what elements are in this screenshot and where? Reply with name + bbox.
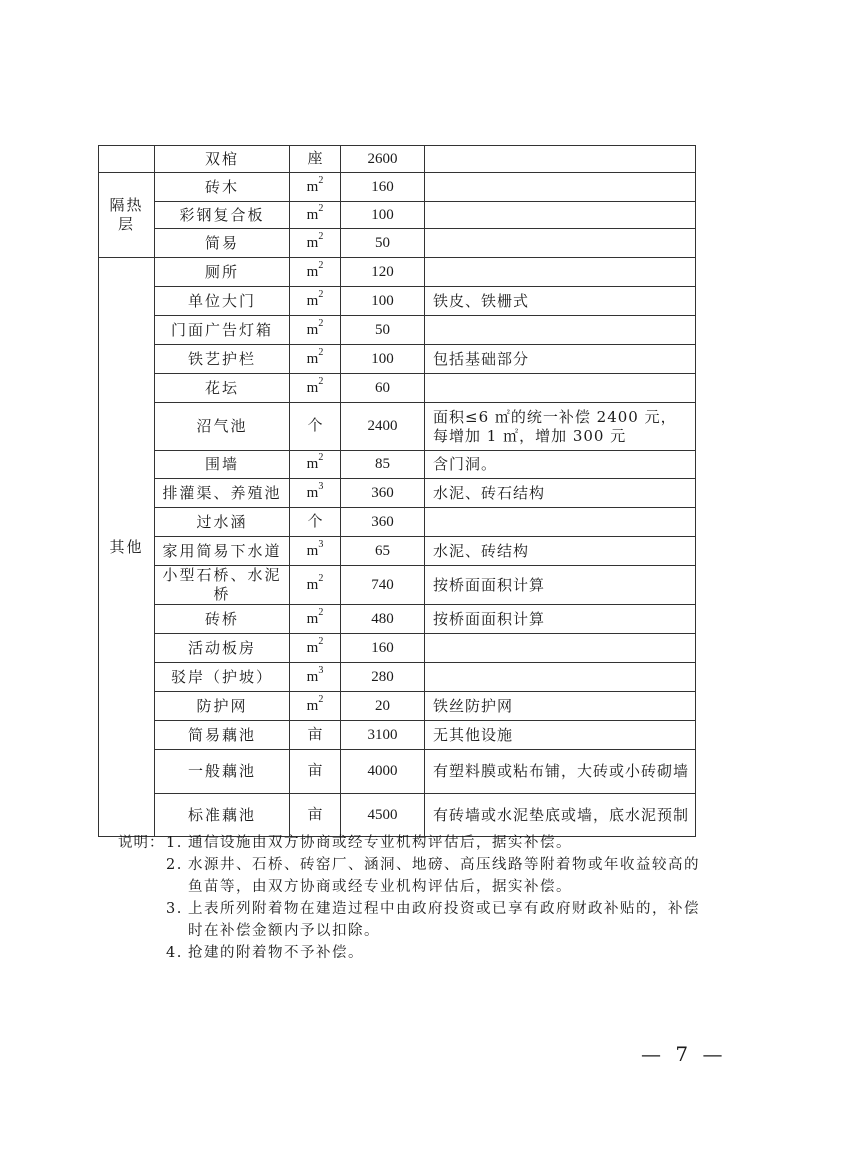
unit-text: 个 <box>307 418 323 434</box>
unit-text: m <box>306 379 319 396</box>
note-text: 上表所列附着物在建造过程中由政府投资或已享有政府财政补贴的，补偿 <box>188 901 700 917</box>
unit-text: 亩 <box>307 763 323 779</box>
unit-text: m <box>306 350 319 367</box>
unit-cell <box>290 663 341 692</box>
unit-text: m <box>306 542 319 559</box>
table-row <box>99 794 696 837</box>
table-row <box>99 316 696 345</box>
remark-cell <box>425 258 696 287</box>
table-row <box>99 403 696 451</box>
table-row <box>99 634 696 663</box>
item-name-cell: 小型石桥、水泥桥 <box>155 566 290 605</box>
unit-cell <box>290 173 341 202</box>
table-row <box>99 451 696 479</box>
remark-cell: 有砖墙或水泥垫底或墙，底水泥预制 <box>425 794 696 837</box>
remark-cell: 水泥、砖石结构 <box>425 479 696 508</box>
unit-exponent: 3 <box>318 480 324 492</box>
remark-cell: 铁皮、铁栅式 <box>425 287 696 316</box>
unit-exponent: 2 <box>318 259 324 271</box>
remark-cell: 含门洞。 <box>425 451 696 479</box>
unit-text: m <box>306 576 319 593</box>
price-cell: 65 <box>341 537 425 566</box>
unit-cell <box>290 566 341 605</box>
unit-cell <box>290 605 341 634</box>
unit-exponent: 2 <box>318 375 324 387</box>
remark-cell <box>425 316 696 345</box>
item-name-cell: 砖木 <box>155 173 290 202</box>
table-row <box>99 663 696 692</box>
price-cell: 480 <box>341 605 425 634</box>
item-name-cell: 门面广告灯箱 <box>155 316 290 345</box>
note-number: 3. <box>166 901 183 917</box>
category-cell <box>99 146 155 173</box>
remark-cell <box>425 173 696 202</box>
remark-cell: 按桥面面积计算 <box>425 605 696 634</box>
unit-text: m <box>306 178 319 195</box>
note-item <box>166 854 726 898</box>
unit-text: m <box>306 697 319 714</box>
unit-text: m <box>306 206 319 223</box>
compensation-table-body <box>99 146 696 837</box>
table-row <box>99 721 696 750</box>
table-row <box>99 146 696 173</box>
price-cell: 100 <box>341 287 425 316</box>
price-cell: 100 <box>341 202 425 229</box>
unit-text: m <box>306 484 319 501</box>
item-name-cell: 彩钢复合板 <box>155 202 290 229</box>
unit-exponent: 2 <box>318 288 324 300</box>
price-cell: 4000 <box>341 750 425 794</box>
unit-cell <box>290 345 341 374</box>
table-row <box>99 605 696 634</box>
remark-cell: 铁丝防护网 <box>425 692 696 721</box>
unit-cell <box>290 508 341 537</box>
compensation-table <box>98 145 696 837</box>
unit-cell <box>290 316 341 345</box>
price-cell: 120 <box>341 258 425 287</box>
price-cell: 360 <box>341 508 425 537</box>
unit-text: 亩 <box>307 806 323 823</box>
price-cell: 50 <box>341 229 425 258</box>
table-row <box>99 479 696 508</box>
item-name-cell: 围墙 <box>155 451 290 479</box>
unit-text: m <box>306 610 319 627</box>
remark-cell <box>425 202 696 229</box>
remark-cell <box>425 146 696 173</box>
unit-cell <box>290 287 341 316</box>
price-cell: 4500 <box>341 794 425 837</box>
price-cell: 60 <box>341 374 425 403</box>
price-cell: 160 <box>341 634 425 663</box>
item-name-cell: 简易 <box>155 229 290 258</box>
unit-exponent: 2 <box>318 317 324 329</box>
price-cell: 3100 <box>341 721 425 750</box>
price-cell: 50 <box>341 316 425 345</box>
remark-cell: 无其他设施 <box>425 721 696 750</box>
unit-cell <box>290 692 341 721</box>
unit-text: m <box>306 234 319 251</box>
note-text: 水源井、石桥、砖窑厂、涵洞、地磅、高压线路等附着物或年收益较高的 <box>188 857 700 873</box>
item-name-cell: 砖桥 <box>155 605 290 634</box>
unit-exponent: 2 <box>318 606 324 618</box>
remark-cell: 包括基础部分 <box>425 345 696 374</box>
table-row <box>99 345 696 374</box>
price-cell: 360 <box>341 479 425 508</box>
unit-cell <box>290 750 341 794</box>
unit-exponent: 2 <box>318 635 324 647</box>
unit-exponent: 3 <box>318 538 324 550</box>
unit-cell <box>290 202 341 229</box>
price-cell: 20 <box>341 692 425 721</box>
notes-label: 说明： <box>118 835 165 851</box>
note-text: 抢建的附着物不予补偿。 <box>188 945 364 961</box>
unit-text: 个 <box>307 513 323 530</box>
price-cell: 280 <box>341 663 425 692</box>
item-name-cell: 沼气池 <box>155 403 290 451</box>
unit-text: m <box>306 456 319 472</box>
table-row <box>99 287 696 316</box>
unit-exponent: 2 <box>318 572 324 584</box>
note-text: 通信设施由双方协商或经专业机构评估后，据实补偿。 <box>188 835 572 851</box>
unit-exponent: 2 <box>318 202 324 214</box>
unit-cell <box>290 479 341 508</box>
unit-text: m <box>306 292 319 309</box>
unit-text: m <box>306 639 319 656</box>
unit-cell <box>290 403 341 451</box>
unit-text: m <box>306 321 319 338</box>
item-name-cell: 驳岸（护坡） <box>155 663 290 692</box>
table-row <box>99 202 696 229</box>
category-cell: 其他 <box>99 258 155 837</box>
note-number: 2. <box>166 857 183 873</box>
page-number: — 7 — <box>641 1042 727 1066</box>
item-name-cell: 花坛 <box>155 374 290 403</box>
price-cell: 85 <box>341 451 425 479</box>
unit-cell <box>290 537 341 566</box>
price-cell: 2400 <box>341 403 425 451</box>
unit-cell <box>290 229 341 258</box>
remark-cell: 有塑料膜或粘布铺，大砖或小砖砌墙 <box>425 750 696 794</box>
note-item <box>166 898 726 942</box>
note-text-continued: 鱼苗等，由双方协商或经专业机构评估后，据实补偿。 <box>188 879 572 895</box>
item-name-cell: 过水涵 <box>155 508 290 537</box>
note-number: 1. <box>166 835 183 851</box>
remark-cell: 面积≤6 ㎡的统一补偿 2400 元，每增加 1 ㎡，增加 300 元 <box>425 403 696 451</box>
remark-cell <box>425 634 696 663</box>
table-row <box>99 750 696 794</box>
note-number: 4. <box>166 945 183 961</box>
item-name-cell: 双棺 <box>155 146 290 173</box>
price-cell: 160 <box>341 173 425 202</box>
unit-cell <box>290 634 341 663</box>
item-name-cell: 一般藕池 <box>155 750 290 794</box>
table-row <box>99 173 696 202</box>
category-cell: 隔热层 <box>99 173 155 258</box>
note-text-continued: 时在补偿金额内予以扣除。 <box>188 923 380 939</box>
unit-cell <box>290 374 341 403</box>
note-item <box>166 832 726 854</box>
table-row <box>99 258 696 287</box>
table-row <box>99 374 696 403</box>
unit-exponent: 2 <box>318 693 324 705</box>
unit-cell <box>290 258 341 287</box>
price-cell: 100 <box>341 345 425 374</box>
unit-cell <box>290 451 341 479</box>
table-row <box>99 537 696 566</box>
remark-cell <box>425 663 696 692</box>
unit-text: 座 <box>307 150 323 167</box>
unit-exponent: 2 <box>318 230 324 242</box>
table-row <box>99 508 696 537</box>
item-name-cell: 铁艺护栏 <box>155 345 290 374</box>
table-row <box>99 692 696 721</box>
item-name-cell: 活动板房 <box>155 634 290 663</box>
item-name-cell: 家用简易下水道 <box>155 537 290 566</box>
remark-cell <box>425 229 696 258</box>
note-item <box>166 942 726 964</box>
item-name-cell: 单位大门 <box>155 287 290 316</box>
item-name-cell: 排灌渠、养殖池 <box>155 479 290 508</box>
unit-cell <box>290 146 341 173</box>
item-name-cell: 标准藕池 <box>155 794 290 837</box>
unit-text: m <box>306 263 319 280</box>
remark-cell <box>425 508 696 537</box>
item-name-cell: 防护网 <box>155 692 290 721</box>
item-name-cell: 简易藕池 <box>155 721 290 750</box>
item-name-cell: 厕所 <box>155 258 290 287</box>
unit-text: 亩 <box>307 726 323 743</box>
table-row <box>99 566 696 605</box>
unit-exponent: 2 <box>318 452 324 463</box>
unit-cell <box>290 721 341 750</box>
table-row <box>99 229 696 258</box>
unit-exponent: 2 <box>318 346 324 358</box>
unit-exponent: 3 <box>318 664 324 676</box>
remark-cell <box>425 374 696 403</box>
price-cell: 2600 <box>341 146 425 173</box>
unit-cell <box>290 794 341 837</box>
unit-text: m <box>306 668 319 685</box>
unit-exponent: 2 <box>318 174 324 186</box>
remark-cell: 按桥面面积计算 <box>425 566 696 605</box>
price-cell: 740 <box>341 566 425 605</box>
remark-cell: 水泥、砖结构 <box>425 537 696 566</box>
